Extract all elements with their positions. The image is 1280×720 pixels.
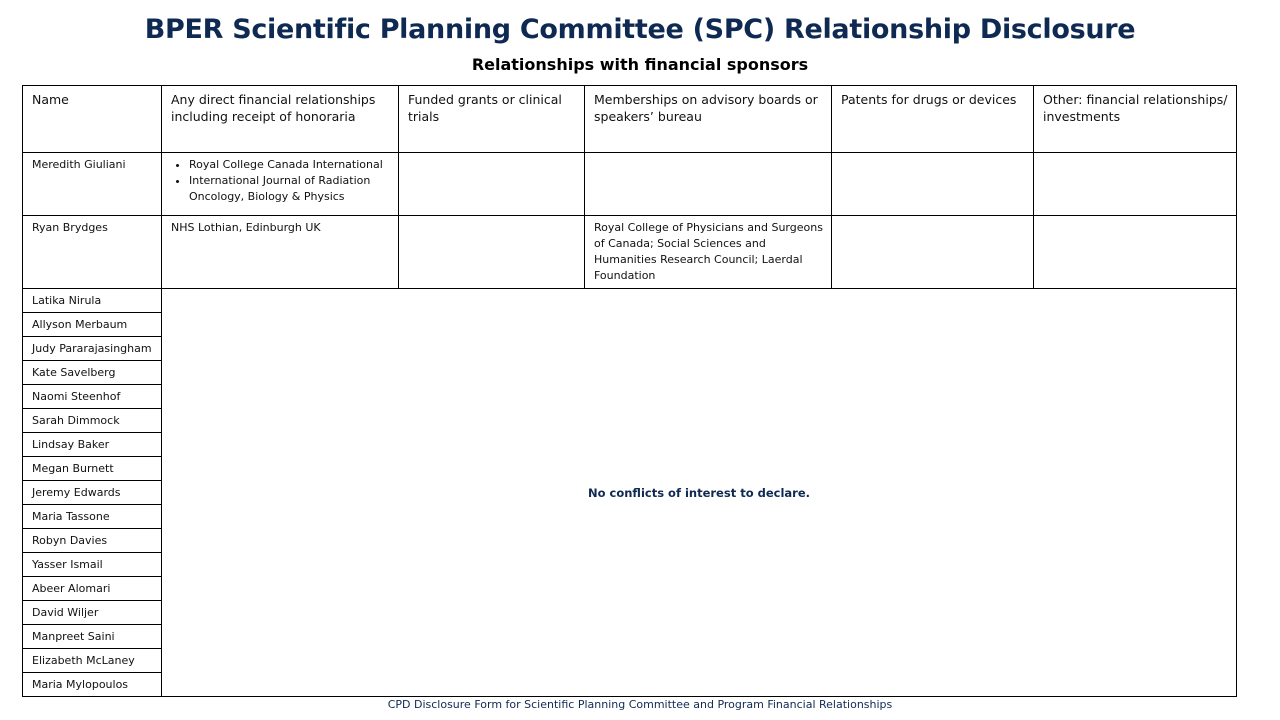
name-cell: Manpreet Saini (23, 625, 162, 649)
table-row (23, 289, 1237, 313)
header-patents: Patents for drugs or devices (832, 86, 1034, 153)
name-cell: Megan Burnett (23, 457, 162, 481)
name-cell: Maria Mylopoulos (23, 673, 162, 697)
name-cell: Meredith Giuliani (23, 153, 162, 216)
name-cell: Sarah Dimmock (23, 409, 162, 433)
name-cell: Latika Nirula (23, 289, 162, 313)
memberships-cell: Royal College of Physicians and Surgeons of Canada; Social Sciences and Humanities Research Council; Laerdal Foundation (585, 216, 832, 289)
name-cell: Kate Savelberg (23, 361, 162, 385)
name-cell: Judy Pararajasingham (23, 337, 162, 361)
list-item: • Royal College Canada International (189, 157, 390, 173)
name-cell: David Wiljer (23, 601, 162, 625)
name-cell: Lindsay Baker (23, 433, 162, 457)
header-grants: Funded grants or clinical trials (399, 86, 585, 153)
honoraria-list (171, 157, 390, 205)
header-memberships: Memberships on advisory boards or speakers’ bureau (585, 86, 832, 153)
page-subtitle: Relationships with financial sponsors (471, 55, 809, 74)
header-name: Name (23, 86, 162, 153)
name-cell: Maria Tassone (23, 505, 162, 529)
grants-cell (399, 153, 585, 216)
no-conflicts-cell: No conflicts of interest to declare. (162, 289, 1237, 697)
name-cell: Allyson Merbaum (23, 313, 162, 337)
table-header-row (23, 86, 1237, 153)
table-row (23, 153, 1237, 216)
memberships-cell (585, 153, 832, 216)
other-cell (1034, 153, 1237, 216)
patents-cell (832, 153, 1034, 216)
other-cell (1034, 216, 1237, 289)
list-item: • International Journal of Radiation Oncology, Biology & Physics (189, 173, 390, 205)
page-title: BPER Scientific Planning Committee (SPC) Relationship Disclosure (144, 14, 1136, 45)
patents-cell (832, 216, 1034, 289)
name-cell: Robyn Davies (23, 529, 162, 553)
footer-text: CPD Disclosure Form for Scientific Planning Committee and Program Financial Relationships (387, 698, 893, 711)
honoraria-cell (162, 153, 399, 216)
name-cell: Naomi Steenhof (23, 385, 162, 409)
honoraria-cell: NHS Lothian, Edinburgh UK (162, 216, 399, 289)
header-other: Other: financial relationships/ investments (1034, 86, 1237, 153)
grants-cell (399, 216, 585, 289)
table-row (23, 216, 1237, 289)
disclosure-table (22, 85, 1237, 697)
name-cell: Abeer Alomari (23, 577, 162, 601)
name-cell: Elizabeth McLaney (23, 649, 162, 673)
name-cell: Jeremy Edwards (23, 481, 162, 505)
header-honoraria: Any direct financial relationships including receipt of honoraria (162, 86, 399, 153)
name-cell: Yasser Ismail (23, 553, 162, 577)
name-cell: Ryan Brydges (23, 216, 162, 289)
